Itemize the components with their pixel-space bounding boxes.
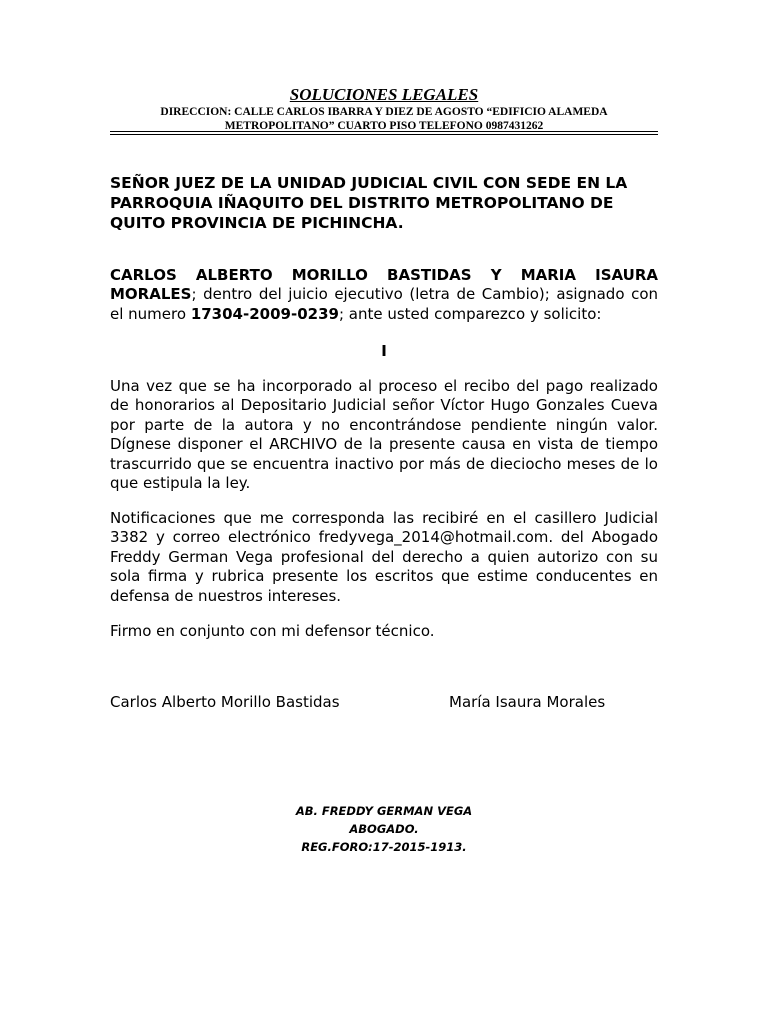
signature-right: María Isaura Morales [449,693,606,711]
attorney-title: ABOGADO. [349,822,419,836]
attorney-registration: REG.FORO:17-2015-1913. [301,840,467,854]
letterhead-divider [110,131,658,135]
firm-address-line-2: METROPOLITANO” CUARTO PISO TELEFONO 0987431262 [224,120,544,132]
case-number: 17304-2009-0239 [190,304,339,323]
signature-left: Carlos Alberto Morillo Bastidas [110,693,340,711]
paragraph-notifications: Notificaciones que me corresponda las recibiré en el casillero Judicial 3382 y correo electrónico fredyvega_2014@hotmail.com. del Abogado Freddy German Vega profesional del derecho a quien autorizo con su sola firma y rubrica presente los escritos que estime conducentes en defensa de nuestros intereses. [110,509,658,605]
paragraph-archive-request: Una vez que se ha incorporado al proceso el recibo del pago realizado de honorarios al Depositario Judicial señor Víctor Hugo Gonzales Cueva por parte de la autora y no encontrándose pendiente ningún valor. Dígnese disponer el ARCHIVO de la presente causa en vista de tiempo trascurrido que se encuentra inactivo por más de dieciocho meses de lo que estipula la ley. [110,377,658,493]
petitioner-names: CARLOS ALBERTO MORILLO BASTIDAS Y MARIA ISAURA MORALES [110,266,658,304]
section-numeral: I [381,342,387,360]
intro-text-2: ; ante usted comparezco y solicito: [338,304,602,323]
addressee-heading: SEÑOR JUEZ DE LA UNIDAD JUDICIAL CIVIL CON SEDE EN LA PARROQUIA IÑAQUITO DEL DISTRITO METROPOLITANO DE QUITO PROVINCIA DE PICHINCHA. [110,174,628,232]
letterhead [110,85,658,133]
attorney-block [110,802,658,856]
attorney-name: AB. FREDDY GERMAN VEGA [295,804,473,818]
firm-address-line-1: DIRECCION: CALLE CARLOS IBARRA Y DIEZ DE AGOSTO “EDIFICIO ALAMEDA [160,106,608,118]
intro-paragraph [110,266,658,324]
firm-name: SOLUCIONES LEGALES [289,85,479,104]
paragraph-signing-statement: Firmo en conjunto con mi defensor técnico. [110,622,435,640]
intro-text-1: ; dentro del juicio ejecutivo (letra de Cambio); asignado con el numero [110,285,658,323]
